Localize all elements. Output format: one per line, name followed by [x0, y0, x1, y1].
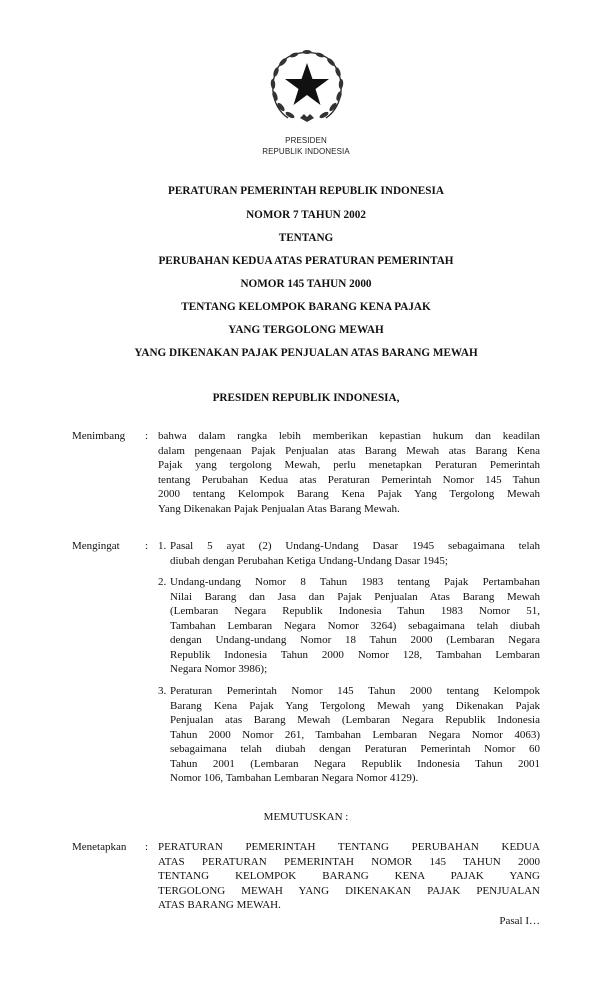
- text-line: tentang Perubahan Kedua atas Peraturan Pemerintah Nomor 145 Tahun: [158, 473, 540, 486]
- menetapkan-label: Menetapkan: [72, 841, 127, 853]
- text-line: Barang Kena Pajak Yang Tergolong Mewah yang Dikenakan Pajak: [170, 699, 540, 712]
- title-line: PERATURAN PEMERINTAH REPUBLIK INDONESIA: [168, 185, 444, 197]
- preamble-heading: PRESIDEN REPUBLIK INDONESIA,: [212, 392, 400, 404]
- text-line: diubah dengan Perubahan Ketiga Undang-Undang Dasar 1945;: [170, 554, 448, 567]
- title-line: YANG TERGOLONG MEWAH: [228, 324, 384, 336]
- text-line: Yang Dikenakan Pajak Penjualan Atas Barang Mewah.: [158, 502, 400, 515]
- text-line: Peraturan Pemerintah Nomor 145 Tahun 2000 tentang Kelompok: [170, 685, 540, 697]
- mengingat-label: Mengingat: [72, 540, 120, 552]
- title-line: PERUBAHAN KEDUA ATAS PERATURAN PEMERINTAH: [158, 255, 454, 267]
- text-line: Undang-undang Nomor 8 Tahun 1983 tentang Pajak Pertambahan: [170, 576, 540, 588]
- text-line: ATAS BARANG MEWAH.: [158, 899, 281, 911]
- item-number: 3.: [158, 685, 167, 697]
- memutuskan-heading: MEMUTUSKAN :: [263, 811, 349, 823]
- title-line: NOMOR 145 TAHUN 2000: [240, 278, 372, 290]
- text-line: PERATURAN PEMERINTAH TENTANG PERUBAHAN KEDUA: [158, 841, 540, 853]
- title-line: TENTANG KELOMPOK BARANG KENA PAJAK: [181, 301, 431, 313]
- text-line: Pajak yang tergolong Mewah, perlu menetapkan Peraturan Pemerintah: [158, 459, 540, 471]
- letterhead-republik-indonesia: REPUBLIK INDONESIA: [262, 147, 350, 156]
- text-line: Negara Nomor 3986);: [170, 663, 268, 675]
- title-line: TENTANG: [278, 232, 334, 244]
- text-line: dengan Undang-undang Nomor 18 Tahun 2000 (Lembaran Negara: [170, 634, 540, 646]
- presidential-emblem-icon: [266, 48, 348, 126]
- text-line: dalam pengenaan Pajak Penjualan atas Barang Mewah atas Barang Kena: [158, 444, 540, 457]
- menimbang-label: Menimbang: [72, 430, 126, 442]
- item-number: 2.: [158, 576, 167, 588]
- text-line: ATAS PERATURAN PEMERINTAH NOMOR 145 TAHUN 2000: [158, 855, 540, 868]
- menimbang-text: [158, 429, 540, 516]
- text-line: Nilai Barang dan Jasa dan Pajak Penjualan Atas Barang Mewah: [170, 590, 540, 603]
- text-line: Pasal 5 ayat (2) Undang-Undang Dasar 1945 sebagaimana telah: [170, 540, 540, 552]
- letterhead-presiden: PRESIDEN: [285, 136, 327, 145]
- colon: :: [145, 841, 149, 853]
- text-line: Republik Indonesia Tahun 2000 Nomor 128, Tambahan Lembaran: [170, 648, 540, 661]
- colon: :: [145, 430, 149, 442]
- text-line: Tahun 2000 Nomor 261, Tambahan Lembaran Negara Nomor 4063): [170, 728, 540, 741]
- menetapkan-text: [158, 840, 540, 913]
- text-line: TERGOLONG MEWAH YANG DIKENAKAN PAJAK PENJUALAN: [158, 884, 540, 897]
- text-line: Penjualan atas Barang Mewah (Lembaran Negara Republik Indonesia: [170, 714, 540, 726]
- continuation-marker: Pasal I…: [499, 915, 540, 927]
- item-number: 1.: [158, 540, 167, 552]
- text-line: (Lembaran Negara Republik Indonesia Tahun 1983 Nomor 51,: [170, 605, 540, 617]
- text-line: bahwa dalam rangka lebih memberikan kepastian hukum dan keadilan: [158, 430, 540, 442]
- text-line: Tahun 2001 (Lembaran Negara Republik Indonesia Tahun 2001: [170, 757, 540, 770]
- title-line: NOMOR 7 TAHUN 2002: [246, 209, 366, 221]
- text-line: sebagaimana telah diubah dengan Peraturan Pemerintah Nomor 60: [170, 743, 540, 755]
- text-line: Nomor 106, Tambahan Lembaran Negara Nomor 4129).: [170, 772, 419, 784]
- text-line: Tambahan Lembaran Negara Nomor 3264) sebagaimana telah diubah: [170, 619, 540, 632]
- colon: :: [145, 540, 149, 552]
- text-line: TENTANG KELOMPOK BARANG KENA PAJAK YANG: [158, 870, 540, 882]
- title-line: YANG DIKENAKAN PAJAK PENJUALAN ATAS BARANG MEWAH: [134, 347, 478, 359]
- text-line: 2000 tentang Kelompok Barang Kena Pajak Yang Tergolong Mewah: [158, 488, 540, 500]
